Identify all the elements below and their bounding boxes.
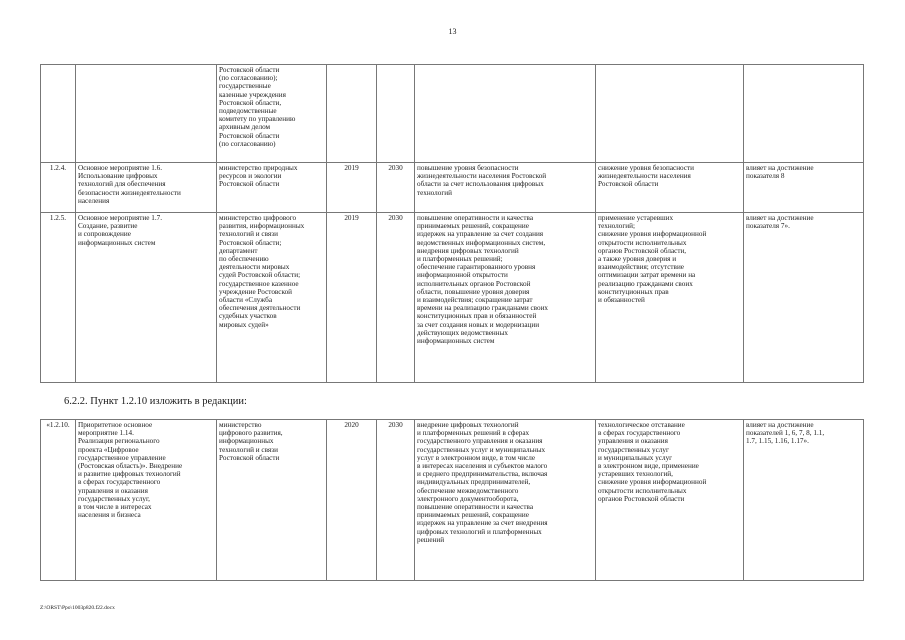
cell-text-line: учреждение Ростовской: [219, 287, 293, 296]
cell-expected-result: [415, 420, 596, 581]
cell-text-line: (по согласованию): [219, 139, 276, 148]
cell-number: 1.2.4.: [41, 163, 76, 213]
cell-text-line: Ростовской области;: [219, 238, 282, 247]
cell-text-line: населения и бизнеса: [78, 511, 141, 520]
cell-text-line: ведомственных информационных систем,: [417, 238, 546, 247]
cell-text-line: конституционных прав: [598, 287, 669, 296]
cell-start-year: 2019: [327, 213, 377, 383]
cell-text-line: в сферах государственного: [598, 429, 681, 438]
table-row-continuation: [41, 65, 864, 163]
cell-text-line: Ростовской области: [219, 453, 280, 462]
cell-text-line: повышение оперативности и качества: [417, 214, 534, 222]
cell-text-line: а также уровня доверия и: [598, 255, 677, 264]
cell-text-line: казенные учреждения: [219, 90, 286, 99]
cell-text-line: технологий и связи: [219, 445, 278, 454]
cell-text-line: обеспечения деятельности: [219, 304, 301, 313]
cell-text-line: архивным делом: [219, 123, 271, 132]
cell-text-line: технологий и связи: [219, 230, 278, 239]
cell-text-line: в том числе в интересах: [78, 503, 152, 512]
program-table-new-edition: [40, 419, 864, 581]
cell-text-line: времени на реализацию гражданами своих: [417, 304, 549, 313]
cell-text-line: комитету по управлению: [219, 115, 296, 124]
cell-text-line: проекта «Цифровое: [78, 445, 139, 454]
cell-text-line: взаимодействия; отсутствие: [598, 263, 684, 272]
cell-text-line: применение устаревших: [598, 214, 674, 222]
cell-text-line: департамент: [219, 246, 258, 255]
cell-text-line: Ростовской области: [219, 66, 280, 74]
cell-text-line: органов Ростовской области,: [598, 246, 687, 255]
cell-text-line: государственных услуг и муниципальных: [417, 445, 546, 454]
cell-text-line: технологий;: [598, 222, 635, 231]
cell-text-line: обеспечение межведомственного: [417, 486, 519, 495]
cell-text-line: принимаемых решений, сокращение: [417, 222, 529, 231]
cell-end-year: 2030: [377, 163, 415, 213]
cell-text-line: области за счет использования цифровых: [417, 180, 544, 189]
cell-text-line: Ростовской области,: [219, 98, 282, 107]
cell-text-line: издержек на управление за счет создания: [417, 230, 544, 239]
cell-text-line: действующих ведомственных: [417, 328, 509, 337]
cell-text-line: влияет на достижение: [746, 421, 814, 429]
cell-text-line: Ростовской области: [219, 131, 280, 140]
cell-text-line: исполнительных органов Ростовской: [417, 279, 531, 288]
cell-text-line: информационных систем: [78, 238, 156, 247]
cell-text-line: Приоритетное основное: [78, 421, 153, 429]
cell-text-line: оптимизации затрат времени на: [598, 271, 696, 280]
cell-text-line: управления и оказания: [78, 486, 148, 495]
cell-text-line: (Ростовская область)». Внедрение: [78, 462, 183, 471]
cell-text-line: влияет на достижение: [746, 164, 814, 172]
cell-text-line: министерство природных: [219, 164, 298, 172]
cell-text-line: и сопровождение: [78, 230, 131, 239]
cell-text-line: государственное управление: [78, 453, 166, 462]
cell-text-line: и обязанностей: [598, 296, 645, 305]
cell-consequences: [596, 213, 744, 383]
cell-text-line: реализацию гражданами своих: [598, 279, 693, 288]
cell-text-line: показателя 8: [746, 172, 785, 181]
cell-text-line: Реализация регионального: [78, 437, 160, 446]
cell-text-line: жизнедеятельности населения Ростовской: [417, 172, 547, 181]
cell-text-line: повышение оперативности и качества: [417, 503, 534, 512]
cell-text-line: области «Служба: [219, 296, 273, 305]
cell-start-year: 2020: [327, 420, 377, 581]
cell-text-line: Использование цифровых: [78, 172, 158, 181]
cell-text-line: повышение уровня безопасности: [417, 164, 519, 172]
table-row: [41, 163, 864, 213]
cell-text-line: ресурсов и экологии: [219, 172, 282, 181]
cell-text-line: в сферах государственного: [78, 478, 161, 487]
cell-number: «1.2.10.: [41, 420, 76, 581]
cell-text-line: информационной открытости: [417, 271, 508, 280]
cell-text-line: судей Ростовской области;: [219, 271, 301, 280]
cell-text-line: решений: [417, 535, 445, 544]
cell-text-line: технологическое отставание: [598, 421, 685, 429]
cell-indicator-link: [744, 163, 864, 213]
cell-text-line: открытости исполнительных: [598, 238, 687, 247]
cell-activity-name: [76, 163, 217, 213]
cell-text-line: Ростовской области: [598, 180, 659, 189]
cell-text-line: в интересах населения и субъектов малого: [417, 462, 548, 471]
cell-activity-name: [76, 420, 217, 581]
cell-text-line: государственных услуг,: [78, 494, 150, 503]
cell-text-line: по обеспечению: [219, 255, 269, 264]
cell-text-line: управления и оказания: [598, 437, 668, 446]
cell-text-line: деятельности мировых: [219, 263, 290, 272]
cell-expected-result: [415, 163, 596, 213]
cell-text-line: органов Ростовской области: [598, 494, 685, 503]
cell-activity-name: [76, 65, 217, 163]
cell-end-year: 2030: [377, 213, 415, 383]
cell-text-line: показателя 7».: [746, 222, 790, 231]
cell-text-line: Ростовской области: [219, 180, 280, 189]
cell-text-line: технологий для обеспечения: [78, 180, 166, 189]
cell-text-line: обеспечение гарантированного уровня: [417, 263, 536, 272]
cell-text-line: и муниципальных услуг: [598, 453, 673, 462]
cell-text-line: мировых судей»: [219, 320, 269, 329]
cell-executor: [217, 163, 327, 213]
cell-text-line: министерство цифрового: [219, 214, 297, 222]
cell-consequences: [596, 163, 744, 213]
cell-number: 1.2.5.: [41, 213, 76, 383]
table-row: [41, 420, 864, 581]
cell-text-line: снижение уровня информационной: [598, 230, 707, 239]
cell-text-line: электронного документооборота,: [417, 494, 519, 503]
cell-indicator-link: [744, 420, 864, 581]
cell-text-line: и платформенных решений в сферах: [417, 429, 530, 438]
cell-executor: [217, 213, 327, 383]
cell-text-line: (по согласованию);: [219, 74, 278, 83]
cell-text-line: подведомственные: [219, 107, 277, 116]
cell-text-line: и среднего предпринимательства, включая: [417, 470, 548, 479]
cell-text-line: области, повышение уровня доверия: [417, 287, 530, 296]
cell-text-line: устаревших технологий,: [598, 470, 673, 479]
cell-text-line: издержек на управление за счет внедрения: [417, 519, 548, 528]
page-number: 13: [448, 27, 457, 36]
cell-text-line: и платформенных решений;: [417, 255, 503, 264]
cell-text-line: открытости исполнительных: [598, 486, 687, 495]
cell-text-line: и развитие цифровых технологий: [78, 470, 181, 479]
cell-text-line: услуг в электронном виде, в том числе: [417, 453, 536, 462]
cell-end-year: [377, 65, 415, 163]
cell-text-line: Основное мероприятие 1.6.: [78, 164, 163, 172]
cell-text-line: технологий: [417, 188, 452, 197]
cell-text-line: мероприятие 1.14.: [78, 429, 134, 438]
cell-executor: [217, 420, 327, 581]
cell-text-line: Основное мероприятие 1.7.: [78, 214, 163, 222]
cell-indicator-link: [744, 213, 864, 383]
cell-text-line: государственных услуг: [598, 445, 669, 454]
cell-text-line: развития, информационных: [219, 222, 305, 231]
cell-consequences: [596, 65, 744, 163]
document-file-path: Z:\ORST\Ppo\1003p820.f22.docx: [40, 605, 115, 611]
cell-expected-result: [415, 65, 596, 163]
cell-text-line: министерство: [219, 421, 262, 429]
cell-text-line: показателей 1, 6, 7, 8, 1.1,: [746, 429, 825, 438]
cell-text-line: судебных участков: [219, 312, 277, 321]
cell-text-line: цифровых технологий и платформенных: [417, 527, 542, 536]
cell-text-line: государственные: [219, 82, 271, 91]
cell-end-year: 2030: [377, 420, 415, 581]
cell-text-line: 1.7, 1.15, 1.16, 1.17».: [746, 437, 809, 446]
cell-executor: [217, 65, 327, 163]
cell-number: [41, 65, 76, 163]
cell-text-line: индивидуальных предпринимателей,: [417, 478, 531, 487]
cell-text-line: государственного управления и оказания: [417, 437, 543, 446]
cell-text-line: в электронном виде, применение: [598, 462, 699, 471]
cell-text-line: информационных систем: [417, 337, 495, 346]
cell-start-year: 2019: [327, 163, 377, 213]
cell-expected-result: [415, 213, 596, 383]
clause-instruction: 6.2.2. Пункт 1.2.10 изложить в редакции:: [64, 396, 247, 407]
cell-text-line: принимаемых решений, сокращение: [417, 511, 529, 520]
cell-text-line: населения: [78, 196, 110, 205]
cell-text-line: и взаимодействия; сокращение затрат: [417, 296, 533, 305]
cell-text-line: внедрение цифровых технологий: [417, 421, 519, 429]
cell-text-line: государственное казенное: [219, 279, 299, 288]
cell-text-line: снижение уровня безопасности: [598, 164, 695, 172]
cell-text-line: внедрения цифровых технологий: [417, 246, 519, 255]
cell-text-line: Создание, развитие: [78, 222, 138, 231]
table-row: [41, 213, 864, 383]
cell-text-line: безопасности жизнедеятельности: [78, 188, 181, 197]
program-table-continued: [40, 64, 864, 383]
cell-text-line: информационных: [219, 437, 274, 446]
cell-text-line: за счет создания новых и модернизации: [417, 320, 540, 329]
cell-text-line: влияет на достижение: [746, 214, 814, 222]
cell-activity-name: [76, 213, 217, 383]
cell-text-line: снижение уровня информационной: [598, 478, 707, 487]
cell-start-year: [327, 65, 377, 163]
cell-indicator-link: [744, 65, 864, 163]
cell-text-line: жизнедеятельности населения: [598, 172, 691, 181]
cell-text-line: конституционных прав и обязанностей: [417, 312, 537, 321]
cell-consequences: [596, 420, 744, 581]
cell-text-line: цифрового развития,: [219, 429, 283, 438]
